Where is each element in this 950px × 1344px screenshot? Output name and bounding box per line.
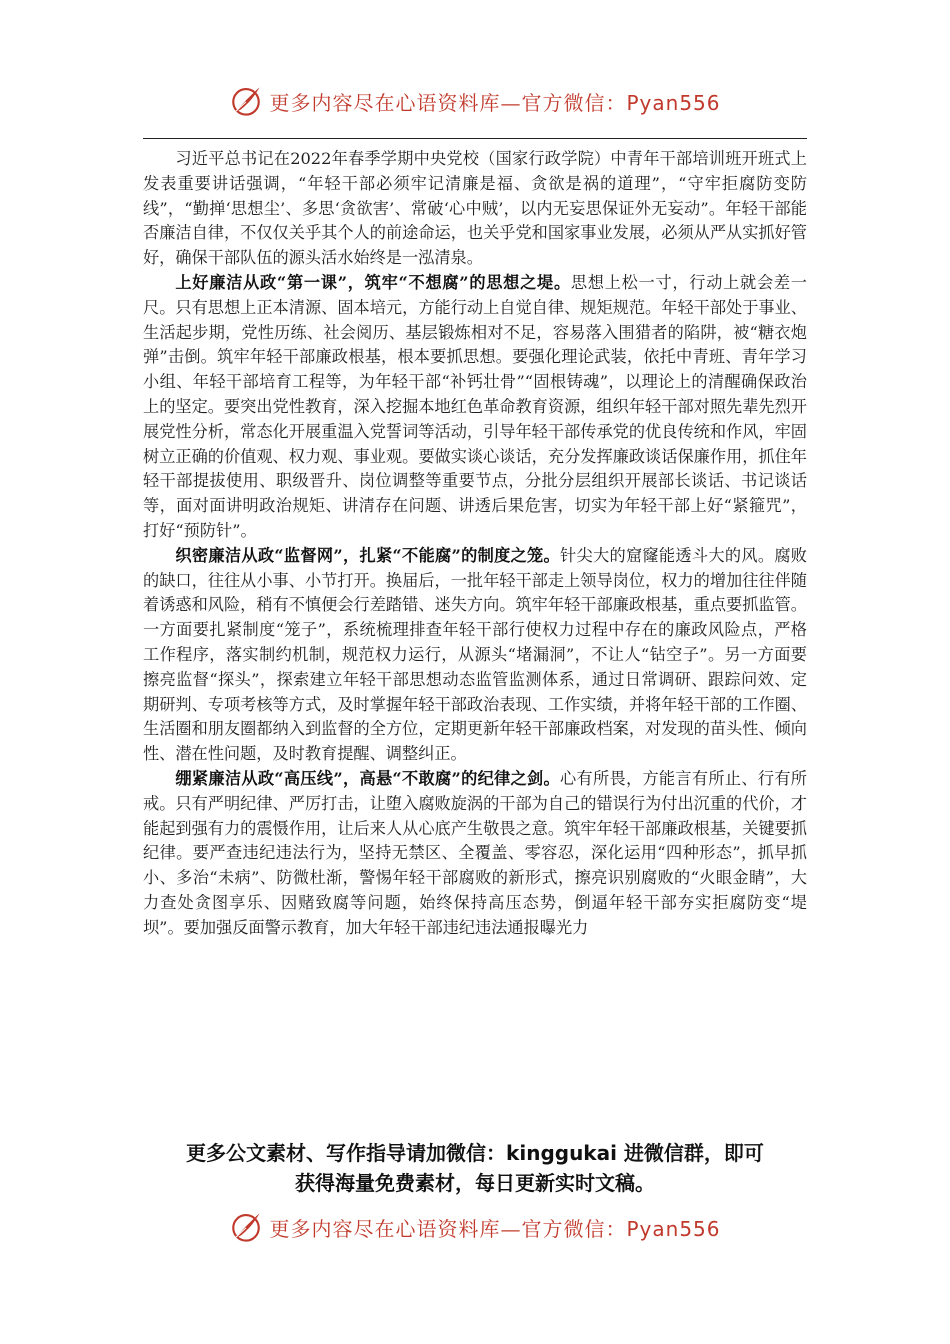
header-brand-account: Pyan556 [626, 90, 721, 115]
feather-pen-logo-icon [229, 84, 263, 118]
promo-notice [143, 1138, 807, 1198]
paragraph-lead: 绷紧廉洁从政“高压线”，高悬“不敢腐”的纪律之剑。 [175, 768, 561, 788]
header-brand-label: 更多内容尽在心语资料库—官方微信： [269, 90, 627, 115]
paragraph-section-1 [143, 271, 807, 544]
footer-brand-text [269, 1213, 720, 1242]
paragraph-text: 心有所畏，方能言有所止、行有所戒。只有严明纪律、严厉打击，让堕入腐败旋涡的干部为自己的错误行为付出沉重的代价，才能起到强有力的震慑作用，让后来人从心底产生敬畏之意。筑牢年轻干部廉政根基，关键要抓纪律。要严查违纪违法行为，坚持无禁区、全覆盖、零容忍，深化运用“四种形态”，抓早抓小、多治“未病”、防微杜渐，警惕年轻干部腐败的新形式，擦亮识别腐败的“火眼金睛”，大力查处贪图享乐、因赌致腐等问题，始终保持高压态势，倒逼年轻干部夯实拒腐防变“堤坝”。要加强反面警示教育，加大年轻干部违纪违法通报曝光力 [143, 768, 807, 937]
page-header-brand [0, 84, 950, 118]
paragraph-intro [143, 147, 807, 271]
header-brand-text [269, 87, 720, 116]
paragraph-section-3 [143, 767, 807, 941]
paragraph-lead: 织密廉洁从政“监督网”，扎紧“不能腐”的制度之笼。 [175, 545, 561, 565]
header-divider [143, 138, 807, 139]
promo-line-1: 更多公文素材、写作指导请加微信：kinggukai 进微信群，即可 [186, 1141, 764, 1165]
paragraph-lead: 上好廉洁从政“第一课”，筑牢“不想腐”的思想之堤。 [175, 272, 571, 292]
page-footer-brand [0, 1210, 950, 1244]
paragraph-text: 习近平总书记在2022年春季学期中央党校（国家行政学院）中青年干部培训班开班式上发表重要讲话强调，“年轻干部必须牢记清廉是福、贪欲是祸的道理”，“守牢拒腐防变防线”，“勤掸‘思想尘’、多思‘贪欲害’、常破‘心中贼’，以内无妄思保证外无妄动”。年轻干部能否廉洁自律，不仅仅关乎其个人的前途命运，也关乎党和国家事业发展，必须从严从实抓好管好，确保干部队伍的源头活水始终是一泓清泉。 [143, 149, 807, 268]
footer-brand-account: Pyan556 [626, 1216, 721, 1241]
paragraph-section-2 [143, 544, 807, 767]
document-body [143, 147, 807, 941]
footer-brand-label: 更多内容尽在心语资料库—官方微信： [269, 1216, 627, 1241]
feather-pen-logo-icon [229, 1210, 263, 1244]
paragraph-text: 针尖大的窟窿能透斗大的风。腐败的缺口，往往从小事、小节打开。换届后，一批年轻干部走上领导岗位，权力的增加往往伴随着诱惑和风险，稍有不慎便会行差踏错、迷失方向。筑牢年轻干部廉政根基，重点要抓监管。一方面要扎紧制度“笼子”，系统梳理排查年轻干部行使权力过程中存在的廉政风险点，严格工作程序，落实制约机制，规范权力运行，从源头“堵漏洞”，不让人“钻空子”。另一方面要擦亮监督“探头”，探索建立年轻干部思想动态监管监测体系，通过日常调研、跟踪问效、定期研判、专项考核等方式，及时掌握年轻干部政治表现、工作实绩，并将年轻干部的工作圈、生活圈和朋友圈都纳入到监督的全方位，定期更新年轻干部廉政档案，对发现的苗头性、倾向性、潜在性问题，及时教育提醒、调整纠正。 [143, 545, 807, 764]
promo-line-2: 获得海量免费素材，每日更新实时文稿。 [295, 1171, 655, 1195]
paragraph-text: 思想上松一寸，行动上就会差一尺。只有思想上正本清源、固本培元，方能行动上自觉自律、规矩规范。年轻干部处于事业、生活起步期，党性历练、社会阅历、基层锻炼相对不足，容易落入围猎者的陷阱，被“糖衣炮弹”击倒。筑牢年轻干部廉政根基，根本要抓思想。要强化理论武装，依托中青班、青年学习小组、年轻干部培育工程等，为年轻干部“补钙壮骨”“固根铸魂”，以理论上的清醒确保政治上的坚定。要突出党性教育，深入挖掘本地红色革命教育资源，组织年轻干部对照先辈先烈开展党性分析，常态化开展重温入党誓词等活动，引导年轻干部传承党的优良传统和作风，牢固树立正确的价值观、权力观、事业观。要做实谈心谈话，充分发挥廉政谈话保廉作用，抓住年轻干部提拔使用、职级晋升、岗位调整等重要节点，分批分层组织开展部长谈话、书记谈话等，面对面讲明政治规矩、讲清存在问题、讲透后果危害，切实为年轻干部上好“紧箍咒”，打好“预防针”。 [143, 272, 807, 540]
